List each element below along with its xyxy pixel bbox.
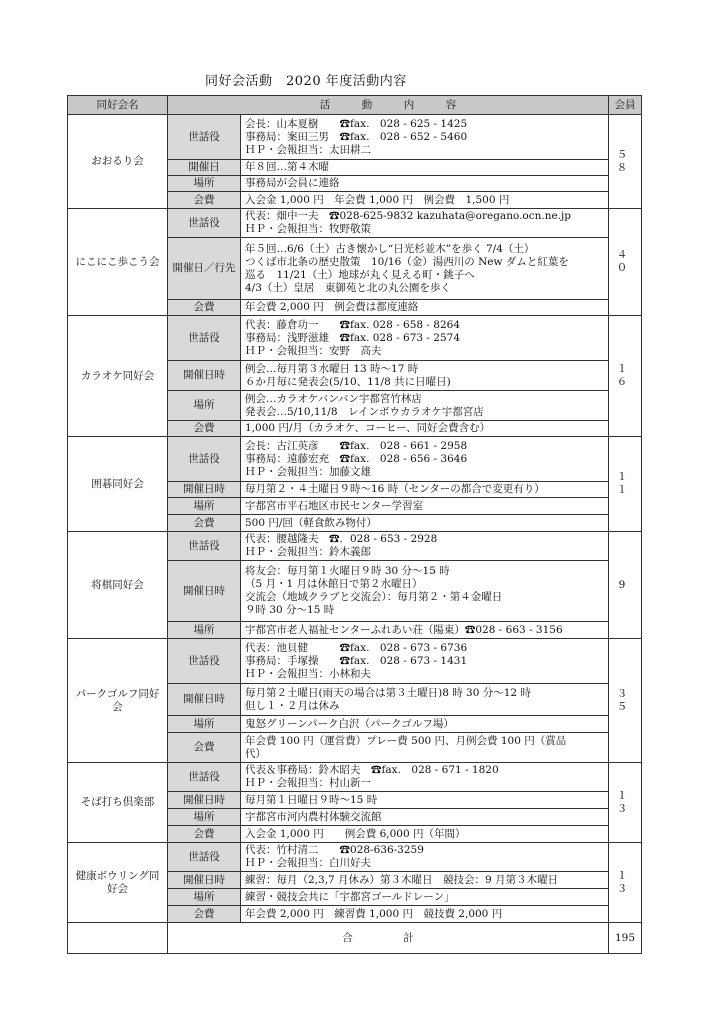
content-line: 代表：腰越隆夫 ☎．028 - 653 - 2928 xyxy=(245,533,438,545)
content-line: 事務局：浅野滋雄 ☎fax. 028 - 673 - 2574 xyxy=(245,331,460,344)
content-cell xyxy=(241,809,609,826)
content-line: 毎月第２・４土曜日９時～16 時（センターの都合で変更有り） xyxy=(245,483,545,495)
content-line: 1,000 円/月（カラオケ、コーヒー、同好会費含む） xyxy=(245,422,491,434)
content-line: 練習：毎月（2,3,7 月休み）第３木曜日 競技会：9 月第３木曜日 xyxy=(245,873,559,886)
category-label: 会費 xyxy=(168,906,241,923)
total-label: 合 計 xyxy=(168,923,609,954)
content-cell xyxy=(241,316,609,361)
content-line: ＨＰ・会報担当：小林和夫 xyxy=(245,667,371,680)
category-label: 場所 xyxy=(168,391,241,421)
table-row xyxy=(68,437,642,482)
category-label: 世話役 xyxy=(168,115,241,160)
category-label: 世話役 xyxy=(168,639,241,684)
table-row xyxy=(68,763,642,792)
category-label: 場所 xyxy=(168,176,241,192)
member-count: １３ xyxy=(609,763,642,843)
member-count: ４０ xyxy=(609,209,642,316)
member-count: ３５ xyxy=(609,639,642,763)
content-line: 代表＆事務局：鈴木昭夫 ☎fax. 028 - 671 - 1820 xyxy=(245,764,499,776)
content-line: 練習・競技会共に「宇都宮ゴールドレーン」 xyxy=(245,890,455,903)
category-label: 会費 xyxy=(168,421,241,437)
content-line: ＨＰ・会報担当：白川好夫 xyxy=(245,857,371,869)
club-name: にこにこ歩こう会 xyxy=(68,209,168,316)
category-label: 会費 xyxy=(168,826,241,843)
category-label: 場所 xyxy=(168,889,241,906)
content-cell xyxy=(241,532,609,561)
content-cell xyxy=(241,622,609,639)
category-label: 場所 xyxy=(168,716,241,733)
content-line: 4/3（土）皇居 東御苑と北の丸公園を歩く xyxy=(245,281,451,294)
table-body xyxy=(68,115,642,954)
content-line: 500 円/回（軽食飲み物付） xyxy=(245,516,377,529)
total-blank xyxy=(68,923,168,954)
category-label: 場所 xyxy=(168,622,241,639)
content-line: 宇都宮市平石地区市民センター学習室 xyxy=(245,499,424,512)
content-line: 例会…カラオケバンバン宇都宮竹林店 xyxy=(245,392,422,405)
content-line: 代表：畑中一夫 ☎028-625-9832 kazuhata@oregano.ocn.ne.jp xyxy=(245,210,572,222)
content-cell xyxy=(241,843,609,872)
content-line: つくば市北条の歴史散策 10/16（金）湯西川の New ダムと紅葉を xyxy=(245,255,569,268)
content-cell xyxy=(241,238,609,300)
content-cell xyxy=(241,906,609,923)
content-line: 代表：藤倉功一 ☎fax. 028 - 658 - 8264 xyxy=(245,318,460,331)
table-row xyxy=(68,532,642,561)
category-label: 開催日／行先 xyxy=(168,238,241,300)
header-content: 活 動 内 容 xyxy=(168,96,609,115)
content-cell xyxy=(241,482,609,498)
club-name: 健康ボウリング同好会 xyxy=(68,843,168,923)
content-cell xyxy=(241,421,609,437)
club-name: 将棋同好会 xyxy=(68,532,168,639)
category-label: 開催日時 xyxy=(168,872,241,889)
category-label: 場所 xyxy=(168,498,241,515)
content-line: 毎月第２土曜日(雨天の場合は第３土曜日)8 時 30 分～12 時 xyxy=(245,686,531,699)
content-line: 例会…毎月第３水曜日 13 時～17 時 xyxy=(245,362,419,375)
content-line: 事務局：案田三男 ☎fax. 028 - 652 - 5460 xyxy=(245,130,468,143)
category-label: 開催日時 xyxy=(168,482,241,498)
club-name: パークゴルフ同好会 xyxy=(68,639,168,763)
club-name: おおるり会 xyxy=(68,115,168,209)
content-line: ＨＰ・会報担当：村山新一 xyxy=(245,777,371,789)
content-line: 但し１・２月は休み xyxy=(245,699,340,712)
club-name: そば打ち倶楽部 xyxy=(68,763,168,843)
member-count: 9 xyxy=(609,532,642,639)
content-line: 会長：山本夏樹 ☎fax. 028 - 625 - 1425 xyxy=(245,117,468,130)
table-row xyxy=(68,316,642,361)
content-line: 年５回…6/6（土）古き懐かし“日光杉並木”を歩く 7/4（土） xyxy=(245,242,535,255)
page-title: 同好会活動 2020 年度活動内容 xyxy=(205,74,407,89)
content-cell xyxy=(241,639,609,684)
content-line: 将友会：毎月第１火曜日９時 30 分～15 時 xyxy=(245,565,450,577)
content-cell xyxy=(241,889,609,906)
category-label: 開催日時 xyxy=(168,792,241,809)
content-line: ＨＰ・会報担当：牧野敬策 xyxy=(245,223,371,235)
club-name: 囲碁同好会 xyxy=(68,437,168,532)
category-label: 開催日 xyxy=(168,160,241,176)
content-line: 事務局が会員に連絡 xyxy=(245,177,340,189)
table-row xyxy=(68,639,642,684)
content-line: 鬼怒グリーンパーク白沢（パークゴルフ場） xyxy=(245,717,454,730)
content-cell xyxy=(241,192,609,209)
content-line: ＨＰ・会報担当：加藤文雄 xyxy=(245,465,371,478)
category-label: 会費 xyxy=(168,733,241,763)
content-line: 年会費 2,000 円 例会費は都度連絡 xyxy=(245,301,419,313)
content-line: 交流会（地域クラブと交流会）：毎月第２・第４金曜日 xyxy=(245,591,503,603)
content-line: （5 月・1 月は休館日で第２水曜日） xyxy=(245,578,423,590)
content-line: 宇都宮市老人福祉センターふれあい荘（陽東）☎028 - 663 - 3156 xyxy=(245,623,563,636)
content-line: 事務局：手塚操 ☎fax. 028 - 673 - 1431 xyxy=(245,654,468,667)
content-line: 代） xyxy=(245,747,266,760)
category-label: 世話役 xyxy=(168,763,241,792)
category-label: 世話役 xyxy=(168,437,241,482)
content-cell xyxy=(241,792,609,809)
total-value: 195 xyxy=(609,923,642,954)
table-row xyxy=(68,209,642,238)
header-club: 同好会名 xyxy=(68,96,168,115)
member-count: １１ xyxy=(609,437,642,532)
content-line: 年８回…第４木曜 xyxy=(245,161,329,173)
content-cell xyxy=(241,498,609,515)
content-cell xyxy=(241,115,609,160)
content-cell xyxy=(241,515,609,532)
content-cell xyxy=(241,561,609,622)
content-cell xyxy=(241,826,609,843)
content-cell xyxy=(241,176,609,192)
content-line: ＨＰ・会報担当：安野 高夫 xyxy=(245,344,382,357)
category-label: 場所 xyxy=(168,809,241,826)
category-label: 会費 xyxy=(168,515,241,532)
content-cell xyxy=(241,437,609,482)
content-line: ＨＰ・会報担当：太田耕二 xyxy=(245,143,371,156)
content-line: ６か月毎に発表会(5/10、11/8 共に日曜日) xyxy=(245,375,451,388)
category-label: 開催日時 xyxy=(168,684,241,716)
content-line: 年会費 2,000 円 練習費 1,000 円 競技費 2,000 円 xyxy=(245,907,503,920)
header-members: 会員 xyxy=(609,96,642,115)
table-row xyxy=(68,115,642,160)
category-label: 開催日時 xyxy=(168,361,241,391)
content-line: 事務局：遠藤宏充 ☎fax. 028 - 656 - 3646 xyxy=(245,452,468,465)
total-row xyxy=(68,923,642,954)
content-line: 代表：竹村清二 ☎028-636-3259 xyxy=(245,844,424,856)
category-label: 世話役 xyxy=(168,843,241,872)
content-line: 巡る 11/21（土）地球が丸く見える町・銚子へ xyxy=(245,268,475,281)
table-row xyxy=(68,843,642,872)
content-cell xyxy=(241,716,609,733)
content-line: 発表会…5/10,11/8 レインボウカラオケ宇都宮店 xyxy=(245,405,484,418)
member-count: １３ xyxy=(609,843,642,923)
content-cell xyxy=(241,209,609,238)
club-name: カラオケ同好会 xyxy=(68,316,168,437)
activity-table xyxy=(67,95,642,954)
content-line: 入会金 1,000 円 年会費 1,000 円 例会費 1,500 円 xyxy=(245,193,510,206)
content-line: 年会費 100 円（運営費）プレー費 500 円、月例会費 100 円（賞品 xyxy=(245,734,567,747)
content-line: ９時 30 分～15 時 xyxy=(245,604,335,616)
content-cell xyxy=(241,361,609,391)
content-line: 会長：古江英彦 ☎fax. 028 - 661 - 2958 xyxy=(245,439,468,452)
content-cell xyxy=(241,684,609,716)
content-cell xyxy=(241,160,609,176)
member-count: ５８ xyxy=(609,115,642,209)
content-line: 宇都宮市河内農村体験交流館 xyxy=(245,810,382,823)
content-line: 毎月第１日曜日９時～15 時 xyxy=(245,793,378,806)
category-label: 会費 xyxy=(168,300,241,316)
header-row xyxy=(68,96,642,115)
category-label: 世話役 xyxy=(168,316,241,361)
content-cell xyxy=(241,733,609,763)
category-label: 開催日時 xyxy=(168,561,241,622)
category-label: 会費 xyxy=(168,192,241,209)
content-cell xyxy=(241,391,609,421)
category-label: 世話役 xyxy=(168,209,241,238)
content-cell xyxy=(241,763,609,792)
content-cell xyxy=(241,872,609,889)
content-cell xyxy=(241,300,609,316)
content-line: 入会金 1,000 円 例会費 6,000 円（年間） xyxy=(245,827,466,840)
category-label: 世話役 xyxy=(168,532,241,561)
content-line: 代表：池貝健 ☎fax. 028 - 673 - 6736 xyxy=(245,641,468,654)
member-count: １６ xyxy=(609,316,642,437)
content-line: ＨＰ・会報担当：鈴木義郎 xyxy=(245,546,371,558)
